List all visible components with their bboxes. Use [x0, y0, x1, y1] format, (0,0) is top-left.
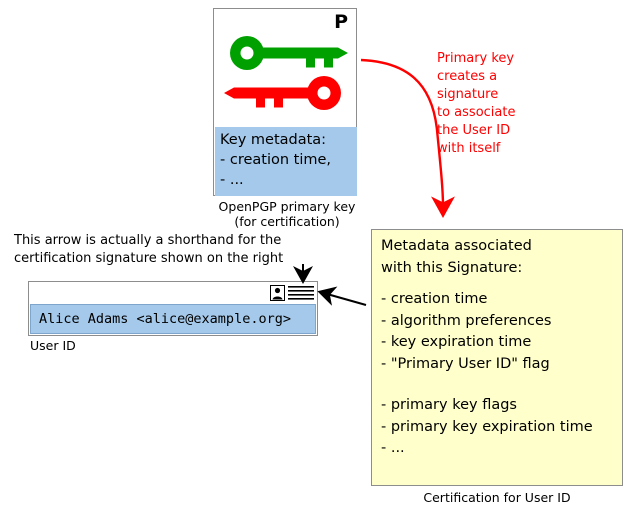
certification-item-7: - ... — [381, 440, 405, 456]
red-annotation-line-1: Primary key — [437, 51, 515, 66]
key-metadata-line-2: - ... — [220, 172, 244, 188]
certification-metadata-card — [371, 229, 623, 486]
certification-spacer-2 — [381, 375, 614, 385]
shorthand-note-line-2: certification signature shown on the right — [14, 251, 284, 266]
red-annotation-line-3: signature — [437, 87, 499, 102]
red-annotation-line-4: to associate — [437, 105, 516, 120]
primary-key-caption — [196, 199, 378, 229]
red-key-icon — [224, 76, 341, 110]
openpgp-primary-key-card — [213, 8, 357, 196]
primary-key-letter: P — [334, 11, 348, 33]
contact-card-icon — [270, 285, 314, 301]
red-annotation-line-2: creates a — [437, 69, 498, 84]
key-pair-illustration — [214, 31, 358, 123]
red-annotation-line-5: the User ID — [437, 123, 511, 138]
certification-spacer-3 — [381, 385, 614, 395]
user-id-card — [28, 281, 318, 336]
red-signature-arrow — [361, 60, 443, 206]
key-metadata-title: Key metadata: — [220, 132, 327, 148]
red-annotation-line-6: with itself — [437, 141, 501, 156]
certification-to-userid-arrow — [327, 294, 366, 305]
primary-key-caption-line-1: OpenPGP primary key — [218, 199, 356, 214]
certification-item-2: - algorithm preferences — [381, 312, 552, 329]
shorthand-note-line-1: This arrow is actually a shorthand for the — [14, 233, 282, 248]
green-key-icon — [230, 36, 348, 70]
certification-item-4: - "Primary User ID" flag — [381, 355, 550, 372]
certification-item-6: - primary key expiration time — [381, 418, 593, 435]
certification-heading-line-1: Metadata associated — [381, 238, 532, 254]
user-id-caption: User ID — [30, 338, 76, 353]
shorthand-note-text — [14, 232, 324, 268]
key-metadata-panel — [215, 127, 357, 196]
red-annotation-text — [437, 50, 557, 158]
certification-item-5: - primary key flags — [381, 397, 517, 413]
certification-caption: Certification for User ID — [423, 490, 571, 505]
certification-item-1: - creation time — [381, 291, 488, 307]
user-id-value: Alice Adams <alice@example.org> — [30, 304, 316, 334]
certification-heading-line-2: with this Signature: — [381, 259, 523, 276]
primary-key-caption-line-2: (for certification) — [234, 214, 340, 229]
certification-spacer-1 — [381, 279, 614, 289]
key-metadata-line-1: - creation time, — [220, 152, 332, 168]
certification-item-3: - key expiration time — [381, 334, 532, 350]
